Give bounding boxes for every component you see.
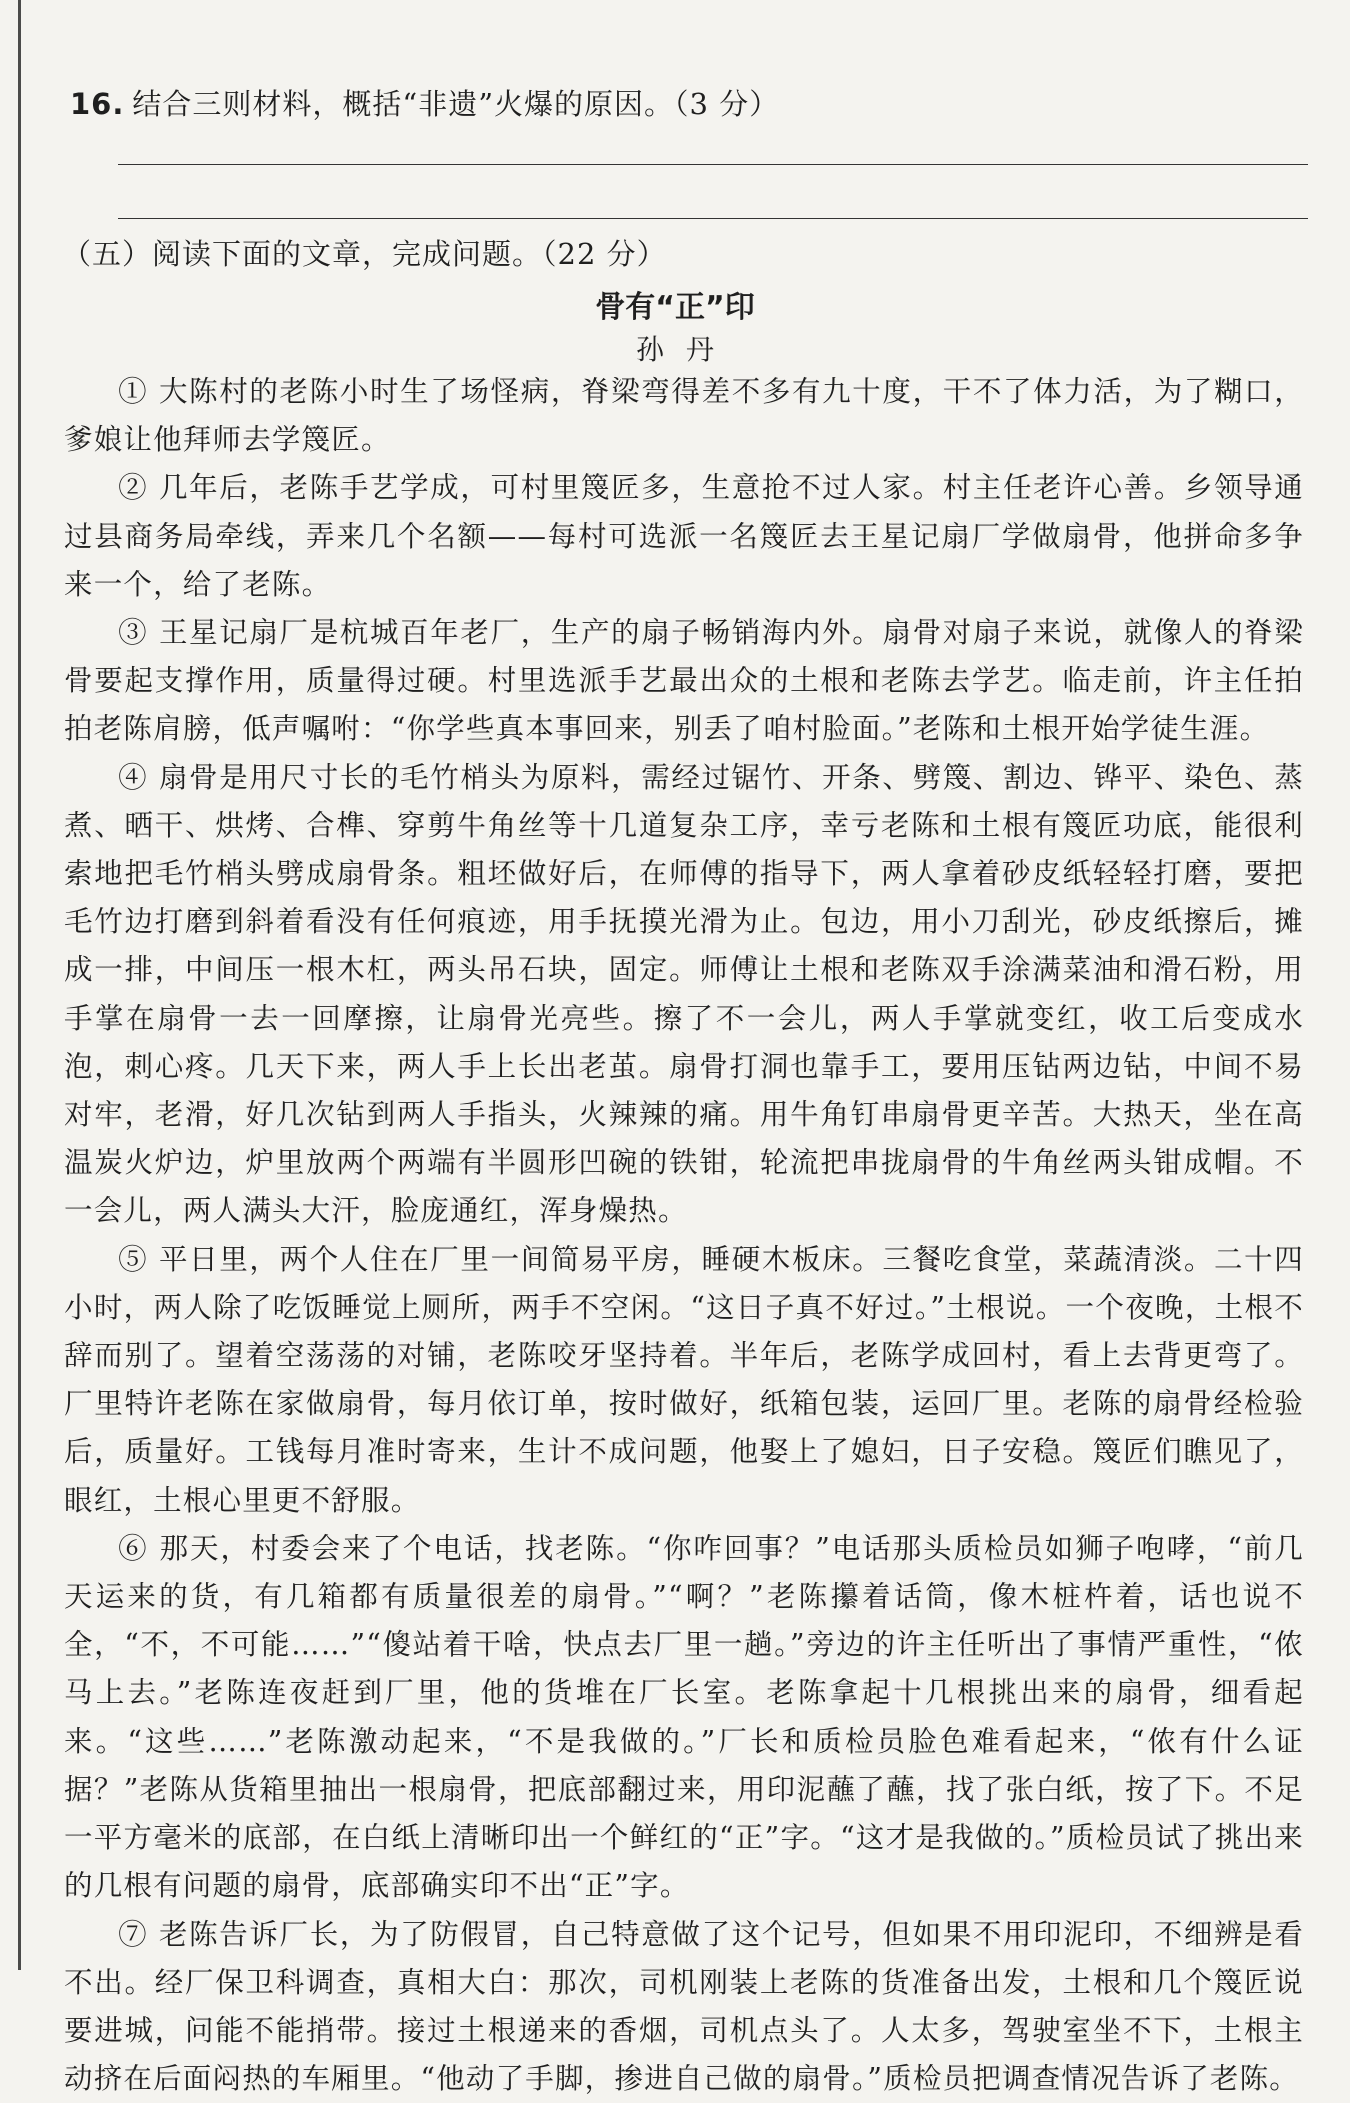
paragraph-7: ⑦ 老陈告诉厂长，为了防假冒，自己特意做了这个记号，但如果不用印泥印，不细辨是看不出。经厂保卫科调查，真相大白：那次，司机刚装上老陈的货准备出发，土根和几个篾匠说要进城，问能不能捎带。接过土根递来的香烟，司机点头了。人太多，驾驶室坐不下，土根主动挤在后面闷热的车厢里。“他动了手脚，掺进自己做的扇骨。”质检员把调查情况告诉了老陈。 [64,1911,1304,2103]
paragraph-4: ④ 扇骨是用尺寸长的毛竹梢头为原料，需经过锯竹、开条、劈篾、割边、铧平、染色、蒸煮、晒干、烘烤、合榫、穿剪牛角丝等十几道复杂工序，幸亏老陈和土根有篾匠功底，能很利索地把毛竹梢头劈成扇骨条。粗坯做好后，在师傅的指导下，两人拿着砂皮纸轻轻打磨，要把毛竹边打磨到斜着看没有任何痕迹，用手抚摸光滑为止。包边，用小刀刮光，砂皮纸擦后，摊成一排，中间压一根木杠，两头吊石块，固定。师傅让土根和老陈双手涂满菜油和滑石粉，用手掌在扇骨一去一回摩擦，让扇骨光亮些。擦了不一会儿，两人手掌就变红，收工后变成水泡，刺心疼。几天下来，两人手上长出老茧。扇骨打洞也靠手工，要用压钻两边钻，中间不易对牢，老滑，好几次钻到两人手指头，火辣辣的痛。用牛角钉串扇骨更辛苦。大热天，坐在高温炭火炉边，炉里放两个两端有半圆形凹碗的铁钳，轮流把串拢扇骨的牛角丝两头钳成帽。不一会儿，两人满头大汗，脸庞通红，浑身燥热。 [64,754,1304,1236]
article-title: 骨有“正”印 [0,282,1350,326]
article-author: 孙丹 [0,328,1350,368]
answer-line[interactable] [118,164,1308,165]
question-text: 结合三则材料，概括“非遗”火爆的原因。（3 分） [132,87,779,121]
question-16 [70,82,779,123]
section-heading: （五）阅读下面的文章，完成问题。（22 分） [62,232,667,273]
article-body [64,368,1304,2103]
paragraph-2: ② 几年后，老陈手艺学成，可村里篾匠多，生意抢不过人家。村主任老许心善。乡领导通过县商务局牵线，弄来几个名额——每村可选派一名篾匠去王星记扇厂学做扇骨，他拼命多争来一个，给了老陈。 [64,464,1304,609]
paragraph-3: ③ 王星记扇厂是杭城百年老厂，生产的扇子畅销海内外。扇骨对扇子来说，就像人的脊梁骨要起支撑作用，质量得过硬。村里选派手艺最出众的土根和老陈去学艺。临走前，许主任拍拍老陈肩膀，低声嘱咐：“你学些真本事回来，别丢了咱村脸面。”老陈和土根开始学徒生涯。 [64,609,1304,754]
question-number: 16. [70,87,124,121]
paragraph-1: ① 大陈村的老陈小时生了场怪病，脊梁弯得差不多有九十度，干不了体力活，为了糊口，爹娘让他拜师去学篾匠。 [64,368,1304,464]
answer-line[interactable] [118,218,1308,219]
paragraph-5: ⑤ 平日里，两个人住在厂里一间简易平房，睡硬木板床。三餐吃食堂，菜蔬清淡。二十四小时，两人除了吃饭睡觉上厕所，两手不空闲。“这日子真不好过。”土根说。一个夜晚，土根不辞而别了。望着空荡荡的对铺，老陈咬牙坚持着。半年后，老陈学成回村，看上去背更弯了。厂里特许老陈在家做扇骨，每月依订单，按时做好，纸箱包装，运回厂里。老陈的扇骨经检验后，质量好。工钱每月准时寄来，生计不成问题，他娶上了媳妇，日子安稳。篾匠们瞧见了，眼红，土根心里更不舒服。 [64,1236,1304,1525]
paragraph-6: ⑥ 那天，村委会来了个电话，找老陈。“你咋回事？”电话那头质检员如狮子咆哮，“前几天运来的货，有几箱都有质量很差的扇骨。”“啊？”老陈攥着话筒，像木桩杵着，话也说不全，“不，不可能……”“傻站着干啥，快点去厂里一趟。”旁边的许主任听出了事情严重性，“侬马上去。”老陈连夜赶到厂里，他的货堆在厂长室。老陈拿起十几根挑出来的扇骨，细看起来。“这些……”老陈激动起来，“不是我做的。”厂长和质检员脸色难看起来，“侬有什么证据？”老陈从货箱里抽出一根扇骨，把底部翻过来，用印泥蘸了蘸，找了张白纸，按了下。不足一平方毫米的底部，在白纸上清晰印出一个鲜红的“正”字。“这才是我做的。”质检员试了挑出来的几根有问题的扇骨，底部确实印不出“正”字。 [64,1525,1304,1911]
